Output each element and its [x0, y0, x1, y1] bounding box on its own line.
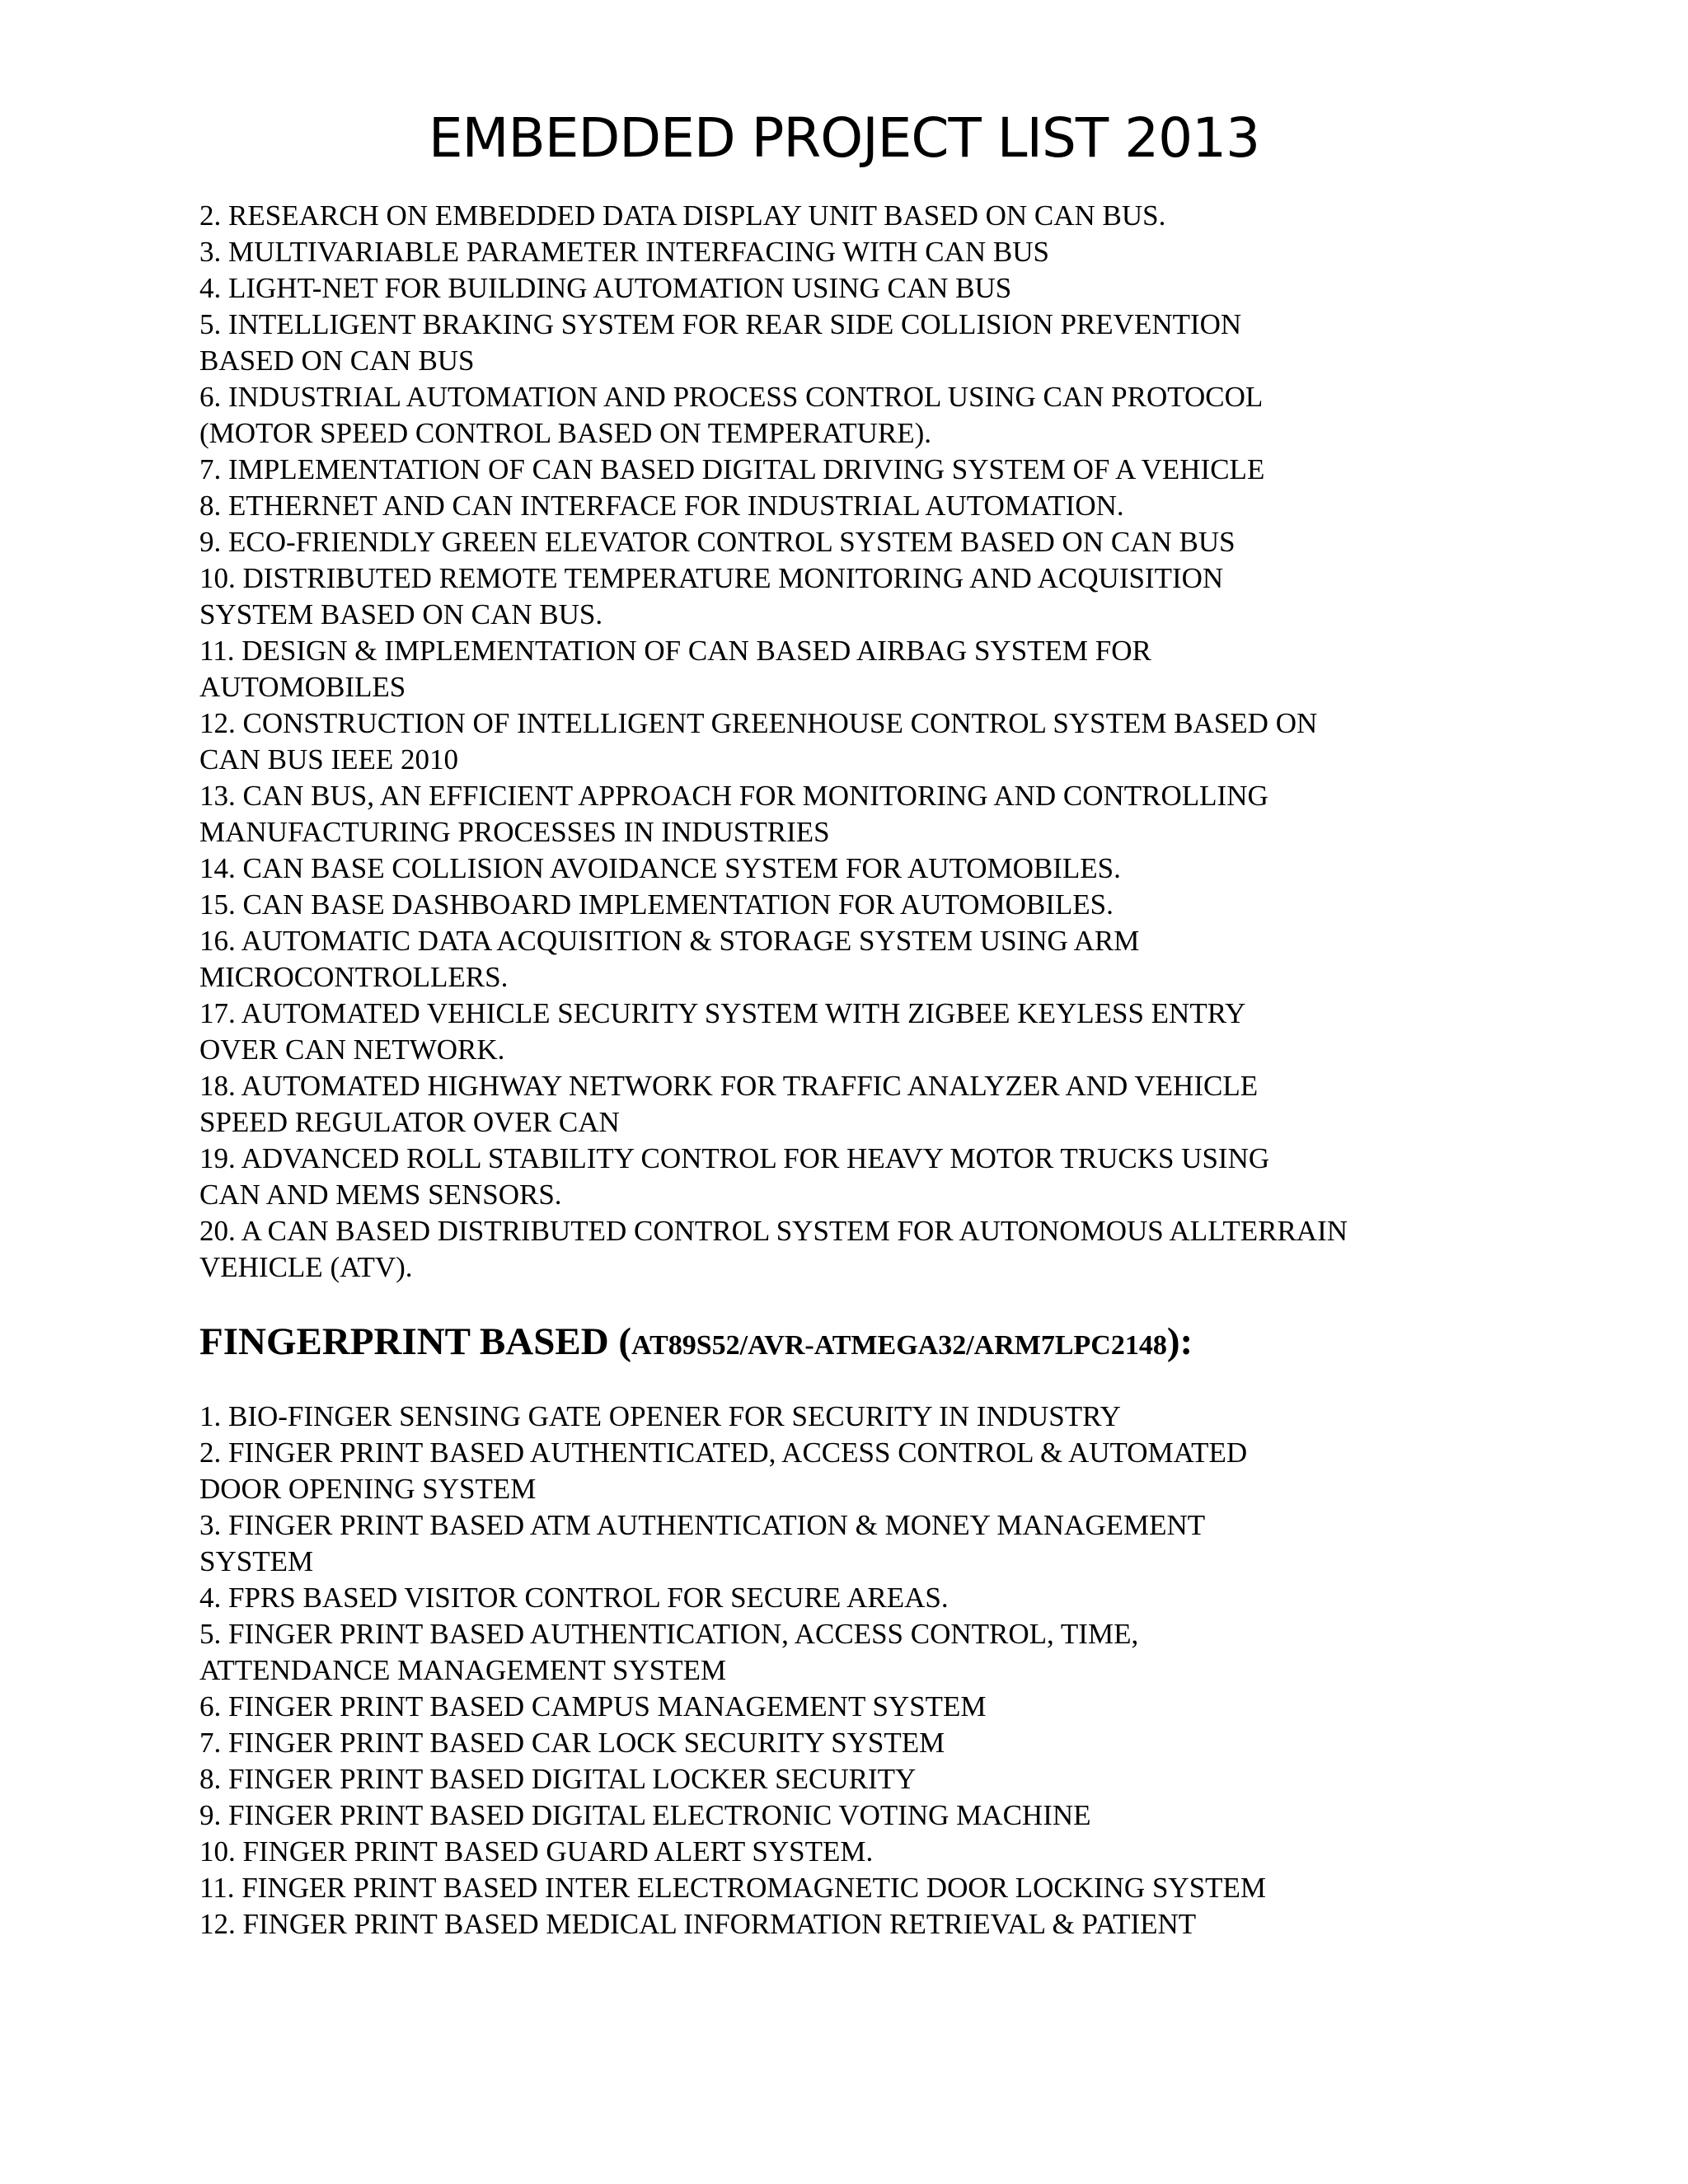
list-item: 2. FINGER PRINT BASED AUTHENTICATED, ACCESS CONTROL & AUTOMATED DOOR OPENING SYSTEM: [199, 1436, 1248, 1505]
fingerprint-section-heading: FINGERPRINT BASED (AT89S52/AVR-ATMEGA32/ARM7LPC2148):: [199, 1320, 1193, 1363]
list-item: 7. IMPLEMENTATION OF CAN BASED DIGITAL DRIVING SYSTEM OF A VEHICLE: [199, 453, 1265, 485]
list-item: 11. FINGER PRINT BASED INTER ELECTROMAGNETIC DOOR LOCKING SYSTEM: [199, 1872, 1267, 1904]
list-item: 1. BIO-FINGER SENSING GATE OPENER FOR SECURITY IN INDUSTRY: [199, 1400, 1121, 1432]
list-item: 15. CAN BASE DASHBOARD IMPLEMENTATION FOR AUTOMOBILES.: [199, 888, 1114, 921]
list-item: 5. INTELLIGENT BRAKING SYSTEM FOR REAR SIDE COLLISION PREVENTION BASED ON CAN BUS: [199, 308, 1242, 377]
list-item: 13. CAN BUS, AN EFFICIENT APPROACH FOR MONITORING AND CONTROLLING MANUFACTURING PROCESSES IN INDUSTRIES: [199, 780, 1268, 848]
list-item: 17. AUTOMATED VEHICLE SECURITY SYSTEM WITH ZIGBEE KEYLESS ENTRY OVER CAN NETWORK.: [199, 997, 1246, 1066]
list-item: 20. A CAN BASED DISTRIBUTED CONTROL SYSTEM FOR AUTONOMOUS ALLTERRAIN VEHICLE (ATV).: [199, 1215, 1348, 1283]
list-item: 2. RESEARCH ON EMBEDDED DATA DISPLAY UNIT BASED ON CAN BUS.: [199, 199, 1166, 232]
list-item: 4. LIGHT-NET FOR BUILDING AUTOMATION USING CAN BUS: [199, 272, 1012, 304]
list-item: 9. ECO-FRIENDLY GREEN ELEVATOR CONTROL SYSTEM BASED ON CAN BUS: [199, 526, 1236, 558]
fingerprint-project-list: [199, 1399, 1502, 1943]
list-item: 10. FINGER PRINT BASED GUARD ALERT SYSTEM.: [199, 1835, 874, 1868]
list-item: 10. DISTRIBUTED REMOTE TEMPERATURE MONITORING AND ACQUISITION SYSTEM BASED ON CAN BUS.: [199, 562, 1224, 630]
list-item: 9. FINGER PRINT BASED DIGITAL ELECTRONIC VOTING MACHINE: [199, 1799, 1091, 1831]
list-item: 14. CAN BASE COLLISION AVOIDANCE SYSTEM FOR AUTOMOBILES.: [199, 852, 1121, 884]
list-item: 12. CONSTRUCTION OF INTELLIGENT GREENHOUSE CONTROL SYSTEM BASED ON CAN BUS IEEE 2010: [199, 707, 1318, 776]
list-item: 3. MULTIVARIABLE PARAMETER INTERFACING WITH CAN BUS: [199, 236, 1049, 268]
list-item: 3. FINGER PRINT BASED ATM AUTHENTICATION & MONEY MANAGEMENT SYSTEM: [199, 1509, 1206, 1577]
document-body: [199, 198, 1502, 1943]
list-item: 8. ETHERNET AND CAN INTERFACE FOR INDUSTRIAL AUTOMATION.: [199, 490, 1124, 522]
list-item: 12. FINGER PRINT BASED MEDICAL INFORMATION RETRIEVAL & PATIENT: [199, 1908, 1197, 1940]
can-project-list: [199, 198, 1502, 1286]
page-title: EMBEDDED PROJECT LIST 2013: [428, 106, 1260, 170]
list-item: 7. FINGER PRINT BASED CAR LOCK SECURITY SYSTEM: [199, 1727, 945, 1759]
list-item: 16. AUTOMATIC DATA ACQUISITION & STORAGE SYSTEM USING ARM MICROCONTROLLERS.: [199, 925, 1140, 993]
list-item: 18. AUTOMATED HIGHWAY NETWORK FOR TRAFFIC ANALYZER AND VEHICLE SPEED REGULATOR OVER CAN: [199, 1070, 1259, 1138]
list-item: 5. FINGER PRINT BASED AUTHENTICATION, ACCESS CONTROL, TIME, ATTENDANCE MANAGEMENT SYSTEM: [199, 1618, 1139, 1686]
list-item: 11. DESIGN & IMPLEMENTATION OF CAN BASED AIRBAG SYSTEM FOR AUTOMOBILES: [199, 635, 1151, 703]
list-item: 4. FPRS BASED VISITOR CONTROL FOR SECURE AREAS.: [199, 1582, 949, 1614]
list-item: 6. INDUSTRIAL AUTOMATION AND PROCESS CONTROL USING CAN PROTOCOL (MOTOR SPEED CONTROL BASED ON TEMPERATURE).: [199, 381, 1264, 449]
list-item: 6. FINGER PRINT BASED CAMPUS MANAGEMENT SYSTEM: [199, 1690, 987, 1722]
list-item: 19. ADVANCED ROLL STABILITY CONTROL FOR HEAVY MOTOR TRUCKS USING CAN AND MEMS SENSORS.: [199, 1142, 1270, 1211]
list-item: 8. FINGER PRINT BASED DIGITAL LOCKER SECURITY: [199, 1763, 917, 1795]
